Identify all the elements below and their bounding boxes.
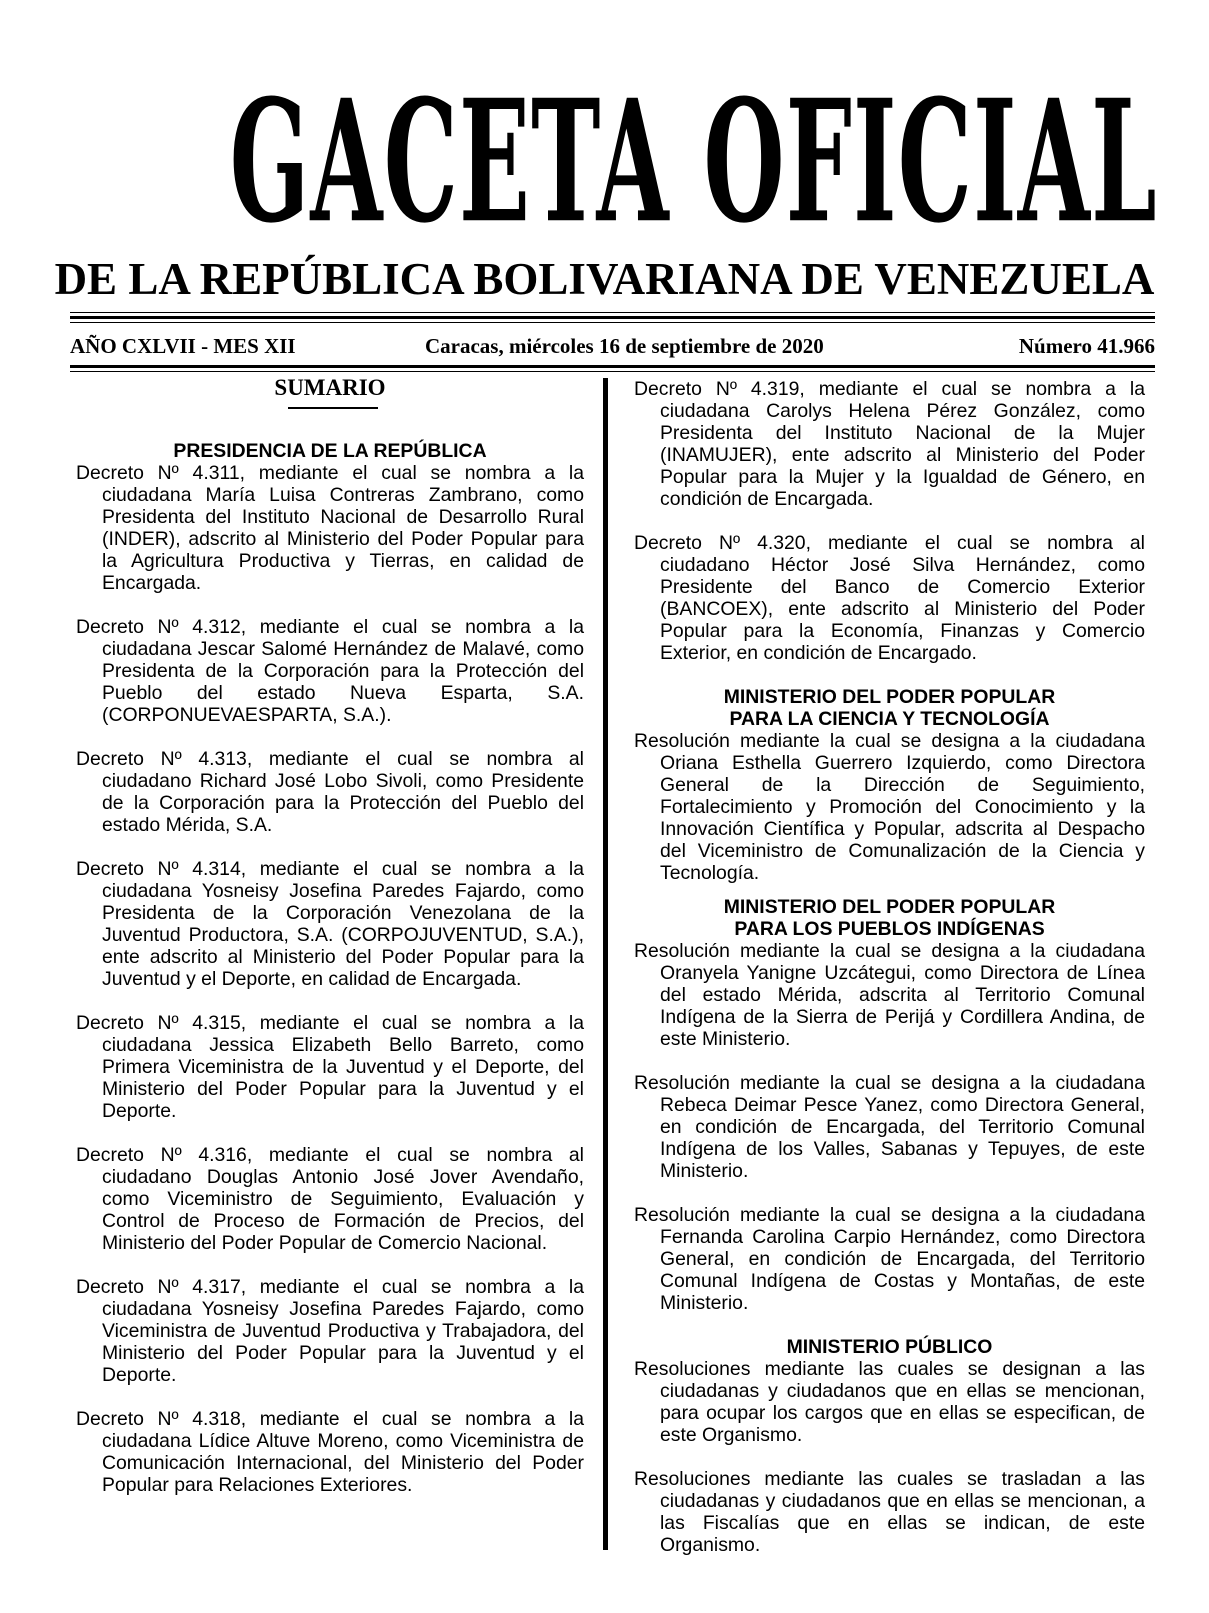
section-heading-ministerio-publico: MINISTERIO PÚBLICO: [786, 1336, 993, 1358]
resolucion-entry: Resoluciones mediante las cuales se trasladan a las ciudadanas y ciudadanos que en ellas se mencionan, a las Fiscalías que en ellas se indican, de este Organismo.: [634, 1468, 1145, 1556]
column-divider: [603, 378, 608, 1550]
section-heading-presidencia: PRESIDENCIA DE LA REPÚBLICA: [173, 440, 487, 462]
masthead-title: GACETA OFICIAL: [229, 63, 1158, 261]
decreto-entry: Decreto Nº 4.312, mediante el cual se nombra a la ciudadana Jescar Salomé Hernández de Malavé, como Presidenta de la Corporación para la Protección del Pueblo del estado Nueva Esparta, S.A. (CORPONUEVAESPARTA, S.A.).: [76, 616, 584, 726]
right-column: [634, 378, 1145, 1556]
decreto-entry: Decreto Nº 4.316, mediante el cual se nombra al ciudadano Douglas Antonio José Jover Avendaño, como Viceministro de Seguimiento, Evaluación y Control de Proceso de Formación de Precios, del Ministerio del Poder Popular de Comercio Nacional.: [76, 1144, 584, 1254]
masthead-subtitle: DE LA REPÚBLICA BOLIVARIANA DE VENEZUELA: [54, 254, 1155, 304]
resolucion-entry: Resoluciones mediante las cuales se designan a las ciudadanas y ciudadanos que en ellas se mencionan, para ocupar los cargos que en ellas se especifican, de este Organismo.: [634, 1358, 1145, 1446]
decreto-entry: Decreto Nº 4.319, mediante el cual se nombra a la ciudadana Carolys Helena Pérez González, como Presidenta del Instituto Nacional de la Mujer (INAMUJER), ente adscrito al Ministerio del Poder Popular para la Mujer y la Igualdad de Género, en condición de Encargada.: [634, 378, 1145, 510]
decreto-entry: Decreto Nº 4.313, mediante el cual se nombra al ciudadano Richard José Lobo Sivoli, como Presidente de la Corporación para la Protección del Pueblo del estado Mérida, S.A.: [76, 748, 584, 836]
decreto-entry: Decreto Nº 4.314, mediante el cual se nombra a la ciudadana Yosneisy Josefina Paredes Fajardo, como Presidenta de la Corporación Venezolana de la Juventud Productora, S.A. (CORPOJUVENTUD, S.A.), ente adscrito al Ministerio del Poder Popular para la Juventud y el Deporte, en calidad de Encargada.: [76, 858, 584, 990]
section-heading-indigenas: MINISTERIO DEL PODER POPULAR PARA LOS PUEBLOS INDÍGENAS: [723, 896, 1056, 940]
left-column: [76, 440, 584, 1496]
top-rule-thin-2: [70, 322, 1155, 323]
resolucion-entry: Resolución mediante la cual se designa a la ciudadana Oranyela Yanigne Uzcátegui, como Directora de Línea del estado Mérida, adscrita al Territorio Comunal Indígena de la Sierra de Perijá y Cordillera Andina, de este Ministerio.: [634, 940, 1145, 1050]
info-rule-thin: [70, 371, 1155, 372]
top-rule-thin: [70, 312, 1155, 313]
top-rule-thick: [70, 316, 1155, 319]
issue-number: Número 41.966: [1018, 334, 1155, 358]
resolucion-entry: Resolución mediante la cual se designa a la ciudadana Fernanda Carolina Carpio Hernández, como Directora General, en condición de Encargada, del Territorio Comunal Indígena de Costas y Montañas, de este Ministerio.: [634, 1204, 1145, 1314]
sumario-underline: [288, 407, 378, 409]
sumario-heading: SUMARIO: [274, 375, 386, 400]
decreto-entry: Decreto Nº 4.315, mediante el cual se nombra a la ciudadana Jessica Elizabeth Bello Barreto, como Primera Viceministra de la Juventud y el Deporte, del Ministerio del Poder Popular para la Juventud y el Deporte.: [76, 1012, 584, 1122]
decreto-entry: Decreto Nº 4.317, mediante el cual se nombra a la ciudadana Yosneisy Josefina Paredes Fajardo, como Viceministra de Juventud Productiva y Trabajadora, del Ministerio del Poder Popular para la Juventud y el Deporte.: [76, 1276, 584, 1386]
decreto-entry: Decreto Nº 4.320, mediante el cual se nombra al ciudadano Héctor José Silva Hernández, como Presidente del Banco de Comercio Exterior (BANCOEX), ente adscrito al Ministerio del Poder Popular para la Economía, Finanzas y Comercio Exterior, en condición de Encargado.: [634, 532, 1145, 664]
issue-date: Caracas, miércoles 16 de septiembre de 2020: [425, 334, 824, 358]
decreto-entry: Decreto Nº 4.318, mediante el cual se nombra a la ciudadana Lídice Altuve Moreno, como Viceministra de Comunicación Internacional, del Ministerio del Poder Popular para Relaciones Exteriores.: [76, 1408, 584, 1496]
section-heading-ciencia: MINISTERIO DEL PODER POPULAR PARA LA CIENCIA Y TECNOLOGÍA: [723, 686, 1056, 730]
issue-info-bar: [70, 334, 1155, 364]
resolucion-entry: Resolución mediante la cual se designa a la ciudadana Oriana Esthella Guerrero Izquierdo, como Directora General de la Dirección de Seguimiento, Fortalecimiento y Promoción del Conocimiento y la Innovación Científica y Popular, adscrita al Despacho del Viceministro de Comunalización de la Ciencia y Tecnología.: [634, 730, 1145, 884]
resolucion-entry: Resolución mediante la cual se designa a la ciudadana Rebeca Deimar Pesce Yanez, como Directora General, en condición de Encargada, del Territorio Comunal Indígena de los Valles, Sabanas y Tepuyes, de este Ministerio.: [634, 1072, 1145, 1182]
year-month: AÑO CXLVII - MES XII: [70, 334, 296, 358]
info-rule-thick: [70, 365, 1155, 368]
decreto-entry: Decreto Nº 4.311, mediante el cual se nombra a la ciudadana María Luisa Contreras Zambrano, como Presidenta del Instituto Nacional de Desarrollo Rural (INDER), adscrito al Ministerio del Poder Popular para la Agricultura Productiva y Tierras, en calidad de Encargada.: [76, 462, 584, 594]
